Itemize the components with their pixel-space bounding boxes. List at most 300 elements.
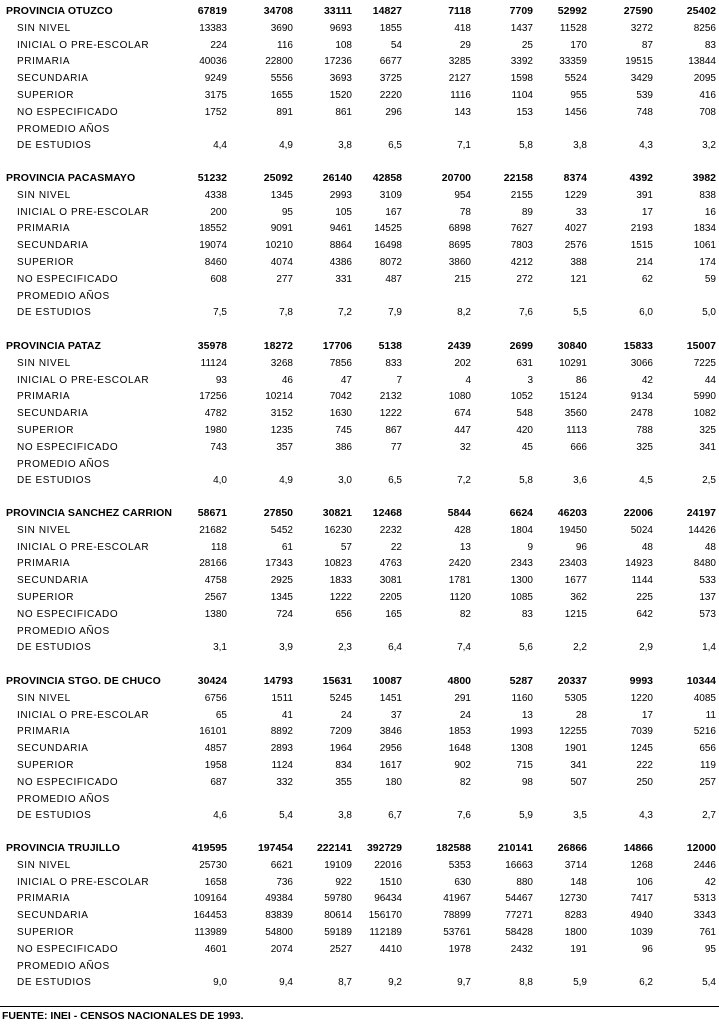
province-title: PROVINCIA PATAZ xyxy=(6,340,102,352)
row-label: PROMEDIO AÑOS xyxy=(17,793,110,805)
table-row xyxy=(0,87,719,104)
value-cell: 2956 xyxy=(379,743,402,755)
value-cell: 2420 xyxy=(448,558,471,570)
value-cell: 630 xyxy=(454,876,471,888)
value-cell: 1380 xyxy=(204,608,227,620)
value-cell: 9134 xyxy=(630,391,653,403)
value-cell: 17256 xyxy=(199,391,227,403)
province-section xyxy=(0,840,719,992)
row-label: DE ESTUDIOS xyxy=(17,642,92,654)
value-cell: 10210 xyxy=(265,240,293,252)
total-cell: 10087 xyxy=(372,675,402,687)
value-cell: 2205 xyxy=(379,592,402,603)
value-cell: 83 xyxy=(521,608,533,620)
value-cell: 736 xyxy=(276,876,293,888)
value-cell: 5452 xyxy=(270,524,293,536)
value-cell: 17236 xyxy=(324,56,352,68)
value-cell: 12255 xyxy=(559,726,587,738)
value-cell: 1120 xyxy=(449,592,471,603)
table-row xyxy=(0,874,719,891)
value-cell: 573 xyxy=(699,608,716,620)
row-label: SIN NIVEL xyxy=(17,859,71,871)
total-cell: 9993 xyxy=(629,675,653,687)
value-cell: 48 xyxy=(704,541,716,553)
value-cell: 277 xyxy=(276,273,293,285)
value-cell: 416 xyxy=(699,90,716,101)
value-cell: 955 xyxy=(570,90,587,101)
value-cell: 2127 xyxy=(448,73,471,85)
value-cell: 1116 xyxy=(450,90,471,101)
value-cell: 1630 xyxy=(329,408,352,420)
province-section xyxy=(0,3,719,155)
row-label: PRIMARIA xyxy=(17,558,71,570)
value-cell: 41 xyxy=(281,709,293,721)
value-cell: 507 xyxy=(570,776,587,788)
row-label: SIN NIVEL xyxy=(17,22,71,34)
value-cell: 362 xyxy=(570,592,587,603)
value-cell: 2193 xyxy=(630,223,653,235)
table-row xyxy=(0,572,719,589)
value-cell: 7627 xyxy=(510,223,533,235)
total-cell: 17706 xyxy=(322,340,352,352)
total-cell: 26140 xyxy=(322,172,352,184)
value-cell: 341 xyxy=(570,760,587,771)
value-cell: 9091 xyxy=(270,223,293,235)
value-cell: 54800 xyxy=(265,927,293,938)
total-cell: 15007 xyxy=(686,340,716,352)
total-cell: 25402 xyxy=(686,5,716,17)
table-row xyxy=(0,522,719,539)
total-cell: 15631 xyxy=(322,675,352,687)
total-cell: 2439 xyxy=(447,340,471,352)
value-cell: 87 xyxy=(641,39,653,51)
total-cell: 12468 xyxy=(372,507,402,519)
total-cell: 7709 xyxy=(509,5,533,17)
value-cell: 8,8 xyxy=(519,977,533,989)
province-section xyxy=(0,338,719,490)
value-cell: 49384 xyxy=(265,893,293,905)
table-row xyxy=(0,623,719,640)
value-cell: 7042 xyxy=(329,391,352,403)
value-cell: 4857 xyxy=(204,743,227,755)
value-cell: 191 xyxy=(570,943,587,955)
value-cell: 13 xyxy=(521,709,533,721)
value-cell: 4,9 xyxy=(279,140,293,152)
table-row xyxy=(0,254,719,271)
value-cell: 4,0 xyxy=(213,475,227,487)
value-cell: 1300 xyxy=(510,575,533,587)
value-cell: 4,3 xyxy=(639,140,653,152)
value-cell: 2343 xyxy=(510,558,533,570)
row-label: SECUNDARIA xyxy=(17,575,89,587)
total-cell: 30821 xyxy=(322,507,352,519)
value-cell: 96434 xyxy=(374,893,402,905)
value-cell: 3268 xyxy=(270,357,293,369)
value-cell: 22016 xyxy=(374,859,402,871)
value-cell: 9,4 xyxy=(279,977,293,989)
value-cell: 833 xyxy=(385,357,402,369)
value-cell: 14426 xyxy=(688,524,716,536)
value-cell: 1052 xyxy=(510,391,533,403)
value-cell: 14525 xyxy=(374,223,402,235)
value-cell: 6677 xyxy=(379,56,402,68)
value-cell: 6621 xyxy=(270,859,293,871)
value-cell: 3285 xyxy=(448,56,471,68)
row-label: PRIMARIA xyxy=(17,893,71,905)
total-cell: 6624 xyxy=(509,507,533,519)
total-cell: 14793 xyxy=(263,675,293,687)
value-cell: 8892 xyxy=(270,726,293,738)
total-cell: 52992 xyxy=(557,5,587,17)
value-cell: 58428 xyxy=(505,927,533,938)
province-header-row xyxy=(0,673,719,690)
value-cell: 674 xyxy=(454,408,471,420)
value-cell: 4,6 xyxy=(213,810,227,822)
total-cell: 392729 xyxy=(366,842,402,854)
value-cell: 59 xyxy=(704,273,716,285)
value-cell: 16498 xyxy=(374,240,402,252)
table-row xyxy=(0,237,719,254)
value-cell: 257 xyxy=(699,776,716,788)
province-section xyxy=(0,170,719,322)
value-cell: 1268 xyxy=(630,859,653,871)
value-cell: 539 xyxy=(636,90,653,101)
row-label: SECUNDARIA xyxy=(17,408,89,420)
value-cell: 7803 xyxy=(510,240,533,252)
value-cell: 325 xyxy=(699,425,716,436)
value-cell: 1677 xyxy=(564,575,587,587)
total-cell: 15833 xyxy=(623,340,653,352)
value-cell: 119 xyxy=(700,760,716,771)
total-cell: 30840 xyxy=(557,340,587,352)
total-cell: 51232 xyxy=(197,172,227,184)
value-cell: 533 xyxy=(699,575,716,587)
value-cell: 5353 xyxy=(448,859,471,871)
table-row xyxy=(0,104,719,121)
value-cell: 1080 xyxy=(448,391,471,403)
table-row xyxy=(0,456,719,473)
value-cell: 7,4 xyxy=(457,642,471,654)
value-cell: 174 xyxy=(699,257,716,268)
row-label: INICIAL O PRE-ESCOLAR xyxy=(17,374,150,386)
value-cell: 3,2 xyxy=(702,140,716,152)
value-cell: 548 xyxy=(516,408,533,420)
value-cell: 8283 xyxy=(564,910,587,922)
value-cell: 5216 xyxy=(693,726,716,738)
total-cell: 14827 xyxy=(372,5,402,17)
value-cell: 8256 xyxy=(693,22,716,34)
row-label: SUPERIOR xyxy=(17,927,75,938)
value-cell: 7,6 xyxy=(457,810,471,822)
value-cell: 10291 xyxy=(559,357,587,369)
row-label: NO ESPECIFICADO xyxy=(17,943,119,955)
value-cell: 44 xyxy=(704,374,716,386)
value-cell: 3 xyxy=(527,374,533,386)
value-cell: 3,1 xyxy=(213,642,227,654)
value-cell: 48 xyxy=(641,541,653,553)
value-cell: 164453 xyxy=(193,910,227,922)
total-cell: 20700 xyxy=(441,172,471,184)
value-cell: 4,3 xyxy=(639,810,653,822)
value-cell: 1658 xyxy=(204,876,227,888)
province-header-row xyxy=(0,3,719,20)
value-cell: 3,8 xyxy=(338,140,352,152)
value-cell: 1082 xyxy=(693,408,716,420)
total-cell: 27850 xyxy=(263,507,293,519)
value-cell: 1752 xyxy=(204,106,227,118)
value-cell: 95 xyxy=(704,943,716,955)
province-title: PROVINCIA PACASMAYO xyxy=(6,172,136,184)
value-cell: 2567 xyxy=(204,592,227,603)
value-cell: 167 xyxy=(385,206,402,218)
value-cell: 9 xyxy=(527,541,533,553)
value-cell: 954 xyxy=(454,189,471,201)
value-cell: 4601 xyxy=(204,943,227,955)
value-cell: 8,7 xyxy=(338,977,352,989)
total-cell: 10344 xyxy=(686,675,716,687)
value-cell: 5990 xyxy=(693,391,716,403)
value-cell: 82 xyxy=(459,776,471,788)
value-cell: 9693 xyxy=(329,22,352,34)
value-cell: 1039 xyxy=(630,927,653,938)
value-cell: 388 xyxy=(570,257,587,268)
value-cell: 1104 xyxy=(511,90,533,101)
value-cell: 17343 xyxy=(265,558,293,570)
value-cell: 9,7 xyxy=(457,977,471,989)
row-label: NO ESPECIFICADO xyxy=(17,106,119,118)
row-label: SIN NIVEL xyxy=(17,692,71,704)
value-cell: 11528 xyxy=(559,22,587,34)
value-cell: 4085 xyxy=(693,692,716,704)
total-cell: 58671 xyxy=(197,507,227,519)
table-row xyxy=(0,304,719,321)
value-cell: 5313 xyxy=(693,893,716,905)
table-row xyxy=(0,388,719,405)
province-header-row xyxy=(0,840,719,857)
value-cell: 428 xyxy=(454,524,471,536)
value-cell: 3343 xyxy=(693,910,716,922)
value-cell: 3066 xyxy=(630,357,653,369)
value-cell: 7 xyxy=(396,374,402,386)
value-cell: 331 xyxy=(335,273,352,285)
value-cell: 6,0 xyxy=(639,307,653,319)
value-cell: 42 xyxy=(641,374,653,386)
total-cell: 24197 xyxy=(686,507,716,519)
value-cell: 3,6 xyxy=(573,475,587,487)
value-cell: 7039 xyxy=(630,726,653,738)
table-row xyxy=(0,589,719,606)
province-title: PROVINCIA OTUZCO xyxy=(6,5,113,17)
value-cell: 4940 xyxy=(630,910,653,922)
value-cell: 724 xyxy=(276,608,293,620)
value-cell: 2095 xyxy=(693,73,716,85)
value-cell: 17 xyxy=(641,709,653,721)
value-cell: 5,0 xyxy=(702,307,716,319)
value-cell: 715 xyxy=(516,760,533,771)
value-cell: 3272 xyxy=(630,22,653,34)
value-cell: 391 xyxy=(636,189,653,201)
value-cell: 2220 xyxy=(379,90,402,101)
value-cell: 2,9 xyxy=(639,642,653,654)
total-cell: 27590 xyxy=(623,5,653,17)
value-cell: 447 xyxy=(454,425,471,436)
total-cell: 46203 xyxy=(557,507,587,519)
row-label: SUPERIOR xyxy=(17,257,75,268)
value-cell: 3,9 xyxy=(279,642,293,654)
source-note: FUENTE: INEI - CENSOS NACIONALES DE 1993. xyxy=(2,1010,244,1022)
value-cell: 2893 xyxy=(270,743,293,755)
value-cell: 3560 xyxy=(564,408,587,420)
value-cell: 16101 xyxy=(199,726,227,738)
value-cell: 9249 xyxy=(204,73,227,85)
value-cell: 65 xyxy=(215,709,227,721)
value-cell: 666 xyxy=(570,441,587,453)
value-cell: 3690 xyxy=(270,22,293,34)
value-cell: 1520 xyxy=(329,90,352,101)
table-row xyxy=(0,204,719,221)
row-label: NO ESPECIFICADO xyxy=(17,441,119,453)
value-cell: 656 xyxy=(699,743,716,755)
value-cell: 15124 xyxy=(559,391,587,403)
value-cell: 121 xyxy=(570,273,587,285)
row-label: SECUNDARIA xyxy=(17,240,89,252)
total-cell: 20337 xyxy=(557,675,587,687)
value-cell: 46 xyxy=(281,374,293,386)
value-cell: 6,4 xyxy=(388,642,402,654)
value-cell: 25730 xyxy=(199,859,227,871)
value-cell: 222 xyxy=(636,760,653,771)
value-cell: 42 xyxy=(704,876,716,888)
value-cell: 214 xyxy=(636,257,653,268)
value-cell: 1215 xyxy=(564,608,587,620)
total-cell: 222141 xyxy=(316,842,352,854)
value-cell: 1617 xyxy=(379,760,402,771)
value-cell: 12730 xyxy=(559,893,587,905)
value-cell: 2155 xyxy=(510,189,533,201)
value-cell: 1515 xyxy=(630,240,653,252)
row-label: PRIMARIA xyxy=(17,223,71,235)
value-cell: 7,2 xyxy=(457,475,471,487)
value-cell: 200 xyxy=(210,206,227,218)
row-label: NO ESPECIFICADO xyxy=(17,608,119,620)
value-cell: 6,2 xyxy=(639,977,653,989)
value-cell: 8460 xyxy=(204,257,227,268)
table-row xyxy=(0,857,719,874)
value-cell: 3081 xyxy=(379,575,402,587)
value-cell: 1229 xyxy=(564,189,587,201)
table-row xyxy=(0,472,719,489)
value-cell: 202 xyxy=(454,357,471,369)
value-cell: 108 xyxy=(335,39,352,51)
value-cell: 16230 xyxy=(324,524,352,536)
value-cell: 2132 xyxy=(379,391,402,403)
value-cell: 225 xyxy=(636,592,653,603)
province-title: PROVINCIA SANCHEZ CARRION xyxy=(6,507,173,519)
value-cell: 93 xyxy=(215,374,227,386)
province-title: PROVINCIA TRUJILLO xyxy=(6,842,120,854)
row-label: SECUNDARIA xyxy=(17,910,89,922)
value-cell: 708 xyxy=(699,106,716,118)
table-row xyxy=(0,907,719,924)
value-cell: 4,9 xyxy=(279,475,293,487)
value-cell: 1834 xyxy=(693,223,716,235)
value-cell: 86 xyxy=(575,374,587,386)
value-cell: 4,5 xyxy=(639,475,653,487)
value-cell: 165 xyxy=(385,608,402,620)
value-cell: 6756 xyxy=(204,692,227,704)
table-row xyxy=(0,271,719,288)
value-cell: 1598 xyxy=(510,73,533,85)
table-row xyxy=(0,924,719,941)
value-cell: 5245 xyxy=(329,692,352,704)
value-cell: 1437 xyxy=(510,22,533,34)
value-cell: 250 xyxy=(636,776,653,788)
row-label: NO ESPECIFICADO xyxy=(17,776,119,788)
value-cell: 215 xyxy=(454,273,471,285)
total-cell: 35978 xyxy=(197,340,227,352)
row-label: SIN NIVEL xyxy=(17,357,71,369)
row-label: DE ESTUDIOS xyxy=(17,810,92,822)
value-cell: 296 xyxy=(385,106,402,118)
total-cell: 7118 xyxy=(448,5,471,17)
value-cell: 272 xyxy=(516,273,533,285)
value-cell: 13383 xyxy=(199,22,227,34)
value-cell: 6,5 xyxy=(388,140,402,152)
value-cell: 3109 xyxy=(379,189,402,201)
value-cell: 13844 xyxy=(688,56,716,68)
value-cell: 2,5 xyxy=(702,475,716,487)
value-cell: 7417 xyxy=(630,893,653,905)
value-cell: 1980 xyxy=(204,425,227,436)
value-cell: 3,8 xyxy=(338,810,352,822)
total-cell: 4800 xyxy=(447,675,471,687)
total-cell: 22158 xyxy=(503,172,533,184)
value-cell: 1648 xyxy=(448,743,471,755)
value-cell: 4 xyxy=(465,374,471,386)
value-cell: 113989 xyxy=(194,927,227,938)
value-cell: 137 xyxy=(699,592,716,603)
total-cell: 34708 xyxy=(263,5,293,17)
row-label: INICIAL O PRE-ESCOLAR xyxy=(17,39,150,51)
value-cell: 95 xyxy=(281,206,293,218)
value-cell: 7,8 xyxy=(279,307,293,319)
total-cell: 14866 xyxy=(623,842,653,854)
value-cell: 10214 xyxy=(265,391,293,403)
value-cell: 788 xyxy=(636,425,653,436)
total-cell: 5287 xyxy=(509,675,533,687)
value-cell: 2,3 xyxy=(338,642,352,654)
value-cell: 4212 xyxy=(510,257,533,268)
value-cell: 6,5 xyxy=(388,475,402,487)
value-cell: 5524 xyxy=(564,73,587,85)
value-cell: 1804 xyxy=(510,524,533,536)
row-label: PROMEDIO AÑOS xyxy=(17,290,110,302)
value-cell: 9,2 xyxy=(388,977,402,989)
value-cell: 5,9 xyxy=(573,977,587,989)
value-cell: 11 xyxy=(705,709,716,721)
value-cell: 1800 xyxy=(564,927,587,938)
value-cell: 96 xyxy=(641,943,653,955)
value-cell: 21682 xyxy=(199,524,227,536)
table-row xyxy=(0,137,719,154)
total-cell: 26866 xyxy=(557,842,587,854)
value-cell: 61 xyxy=(281,541,293,553)
value-cell: 54 xyxy=(390,39,402,51)
value-cell: 23403 xyxy=(559,558,587,570)
value-cell: 3714 xyxy=(564,859,587,871)
value-cell: 1511 xyxy=(271,692,293,704)
value-cell: 5,8 xyxy=(519,140,533,152)
